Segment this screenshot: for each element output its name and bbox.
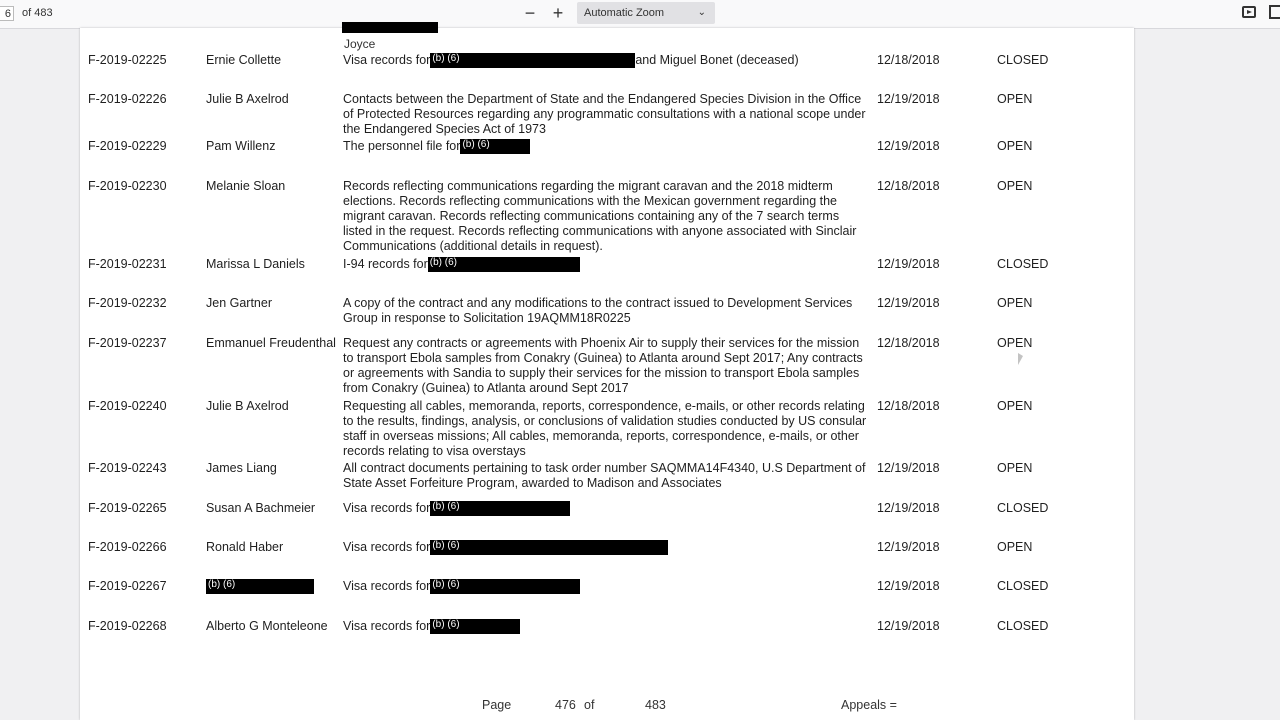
redaction-bar: (b) (6): [430, 53, 635, 68]
request-id: F-2019-02231: [88, 257, 167, 271]
request-status: CLOSED: [997, 53, 1049, 67]
footer-page-label: Page: [482, 698, 512, 712]
request-description: [343, 540, 871, 555]
received-date: 12/19/2018: [877, 619, 940, 633]
redaction-bar: (b) (6): [428, 257, 580, 272]
request-id: F-2019-02237: [88, 336, 167, 350]
received-date: 12/18/2018: [877, 336, 940, 350]
received-date: 12/19/2018: [877, 579, 940, 593]
request-id: F-2019-02243: [88, 461, 167, 475]
request-id: F-2019-02230: [88, 179, 167, 193]
request-status: OPEN: [997, 540, 1033, 554]
description-text: I-94 records for: [343, 257, 428, 271]
redaction-bar: (b) (6): [430, 540, 668, 555]
request-status: OPEN: [997, 92, 1033, 106]
received-date: 12/19/2018: [877, 92, 940, 106]
received-date: 12/18/2018: [877, 179, 940, 193]
redaction-bar: (b) (6): [430, 579, 580, 594]
description-text: The personnel file for: [343, 139, 461, 153]
requester-name: Julie B Axelrod: [206, 399, 289, 413]
requester-name: Alberto G Monteleone: [206, 619, 328, 633]
redaction-bar: (b) (6): [430, 619, 520, 634]
received-date: 12/19/2018: [877, 540, 940, 554]
footer-page-number: 476: [555, 698, 576, 712]
request-description: Records reflecting communications regarding the migrant caravan and the 2018 midterm elections. Records reflecting communications with the Mexican government regarding the migrant caravan. Records reflecting communications containing any of the 7 search terms listed in the request. Records reflecting communications with anyone associated with Sinclair Communications (additional details in request).: [343, 179, 857, 253]
description-text: Visa records for: [343, 540, 431, 554]
request-status: CLOSED: [997, 501, 1049, 515]
chevron-down-icon: ⌄: [697, 7, 706, 18]
requester-name: Emmanuel Freudenthal: [206, 336, 336, 350]
request-status: OPEN: [997, 296, 1033, 310]
description-text: Visa records for: [343, 579, 431, 593]
redaction-bar: (b) (6): [430, 501, 570, 516]
request-status: OPEN: [997, 399, 1033, 413]
request-description: [343, 139, 871, 154]
description-text: Visa records for: [343, 501, 431, 515]
zoom-out-button[interactable]: −: [524, 3, 536, 23]
received-date: 12/19/2018: [877, 296, 940, 310]
request-description: Request any contracts or agreements with Phoenix Air to supply their services for the mission to transport Ebola samples from Conakry (Guinea) to Atlanta around Sept 2017; Any contracts or agreements with Sandia to supply their services for the mission to transport Ebola samples from Conakry (Guinea) to Atlanta around Sept 2017: [343, 336, 863, 395]
request-id: F-2019-02225: [88, 53, 167, 67]
redaction-bar: (b) (6): [460, 139, 530, 154]
request-id: F-2019-02240: [88, 399, 167, 413]
received-date: 12/19/2018: [877, 461, 940, 475]
requester-name: Melanie Sloan: [206, 179, 286, 193]
requester-name: Pam Willenz: [206, 139, 276, 153]
footer-total-pages: 483: [645, 698, 666, 712]
requester-name: Julie B Axelrod: [206, 92, 289, 106]
footer-section: Appeals =: [841, 698, 897, 712]
mouse-cursor-icon: [1018, 353, 1023, 365]
request-description: [343, 53, 871, 68]
redaction-bar: [342, 22, 438, 33]
description-text: Visa records for: [343, 53, 431, 67]
request-description: Requesting all cables, memoranda, reports, correspondence, e-mails, or other records relating to the results, findings, analysis, or conclusions of validation studies conducted by US consular staff in overseas missions; All cables, memoranda, reports, correspondence, e-mails, or other records relating to visa overstays: [343, 399, 867, 458]
footer-of-label: of: [584, 698, 595, 712]
requester-name: Jen Gartner: [206, 296, 273, 310]
page-number-input[interactable]: 6: [0, 6, 14, 21]
received-date: 12/19/2018: [877, 257, 940, 271]
request-description: [343, 501, 871, 516]
request-id: F-2019-02226: [88, 92, 167, 106]
request-id: F-2019-02268: [88, 619, 167, 633]
request-status: OPEN: [997, 139, 1033, 153]
requester-name: James Liang: [206, 461, 277, 475]
requester-name: Ronald Haber: [206, 540, 284, 554]
request-status: OPEN: [997, 179, 1033, 193]
requester-name: Marissa L Daniels: [206, 257, 305, 271]
pdf-toolbar: [0, 0, 1280, 29]
request-description: [343, 257, 871, 272]
redaction-bar: (b) (6): [206, 579, 314, 594]
request-description: Contacts between the Department of State and the Endangered Species Division in the Office of Protected Resources regarding any programmatic consultations with a national scope under the Endangered Species Act of 1973: [343, 92, 866, 136]
cut-off-name: Joyce: [344, 37, 376, 51]
request-description: [343, 619, 871, 634]
requester-name: Susan A Bachmeier: [206, 501, 316, 515]
request-id: F-2019-02265: [88, 501, 167, 515]
received-date: 12/18/2018: [877, 53, 940, 67]
pdf-page: [80, 28, 1134, 720]
zoom-value: Automatic Zoom: [584, 7, 665, 19]
zoom-in-button[interactable]: +: [552, 3, 564, 23]
received-date: 12/19/2018: [877, 501, 940, 515]
received-date: 12/18/2018: [877, 399, 940, 413]
zoom-select[interactable]: [577, 2, 715, 24]
request-description: [343, 579, 871, 594]
requester-name: Ernie Collette: [206, 53, 282, 67]
requester-name: [206, 579, 338, 594]
description-text: Visa records for: [343, 619, 431, 633]
request-id: F-2019-02232: [88, 296, 167, 310]
request-id: F-2019-02229: [88, 139, 167, 153]
request-description: A copy of the contract and any modifications to the contract issued to Development Services Group in response to Solicitation 19AQMM18R0225: [343, 296, 853, 325]
request-status: CLOSED: [997, 619, 1049, 633]
page-count: of 483: [22, 7, 53, 19]
request-status: CLOSED: [997, 257, 1049, 271]
request-description: All contract documents pertaining to task order number SAQMMA14F4340, U.S Department of State Asset Forfeiture Program, awarded to Madison and Associates: [343, 461, 866, 490]
received-date: 12/19/2018: [877, 139, 940, 153]
request-id: F-2019-02266: [88, 540, 167, 554]
request-id: F-2019-02267: [88, 579, 167, 593]
presentation-mode-icon[interactable]: [1242, 6, 1256, 18]
request-status: OPEN: [997, 336, 1033, 350]
print-icon[interactable]: [1269, 5, 1280, 19]
request-status: CLOSED: [997, 579, 1049, 593]
description-text: and Miguel Bonet (deceased): [635, 53, 799, 67]
request-status: OPEN: [997, 461, 1033, 475]
